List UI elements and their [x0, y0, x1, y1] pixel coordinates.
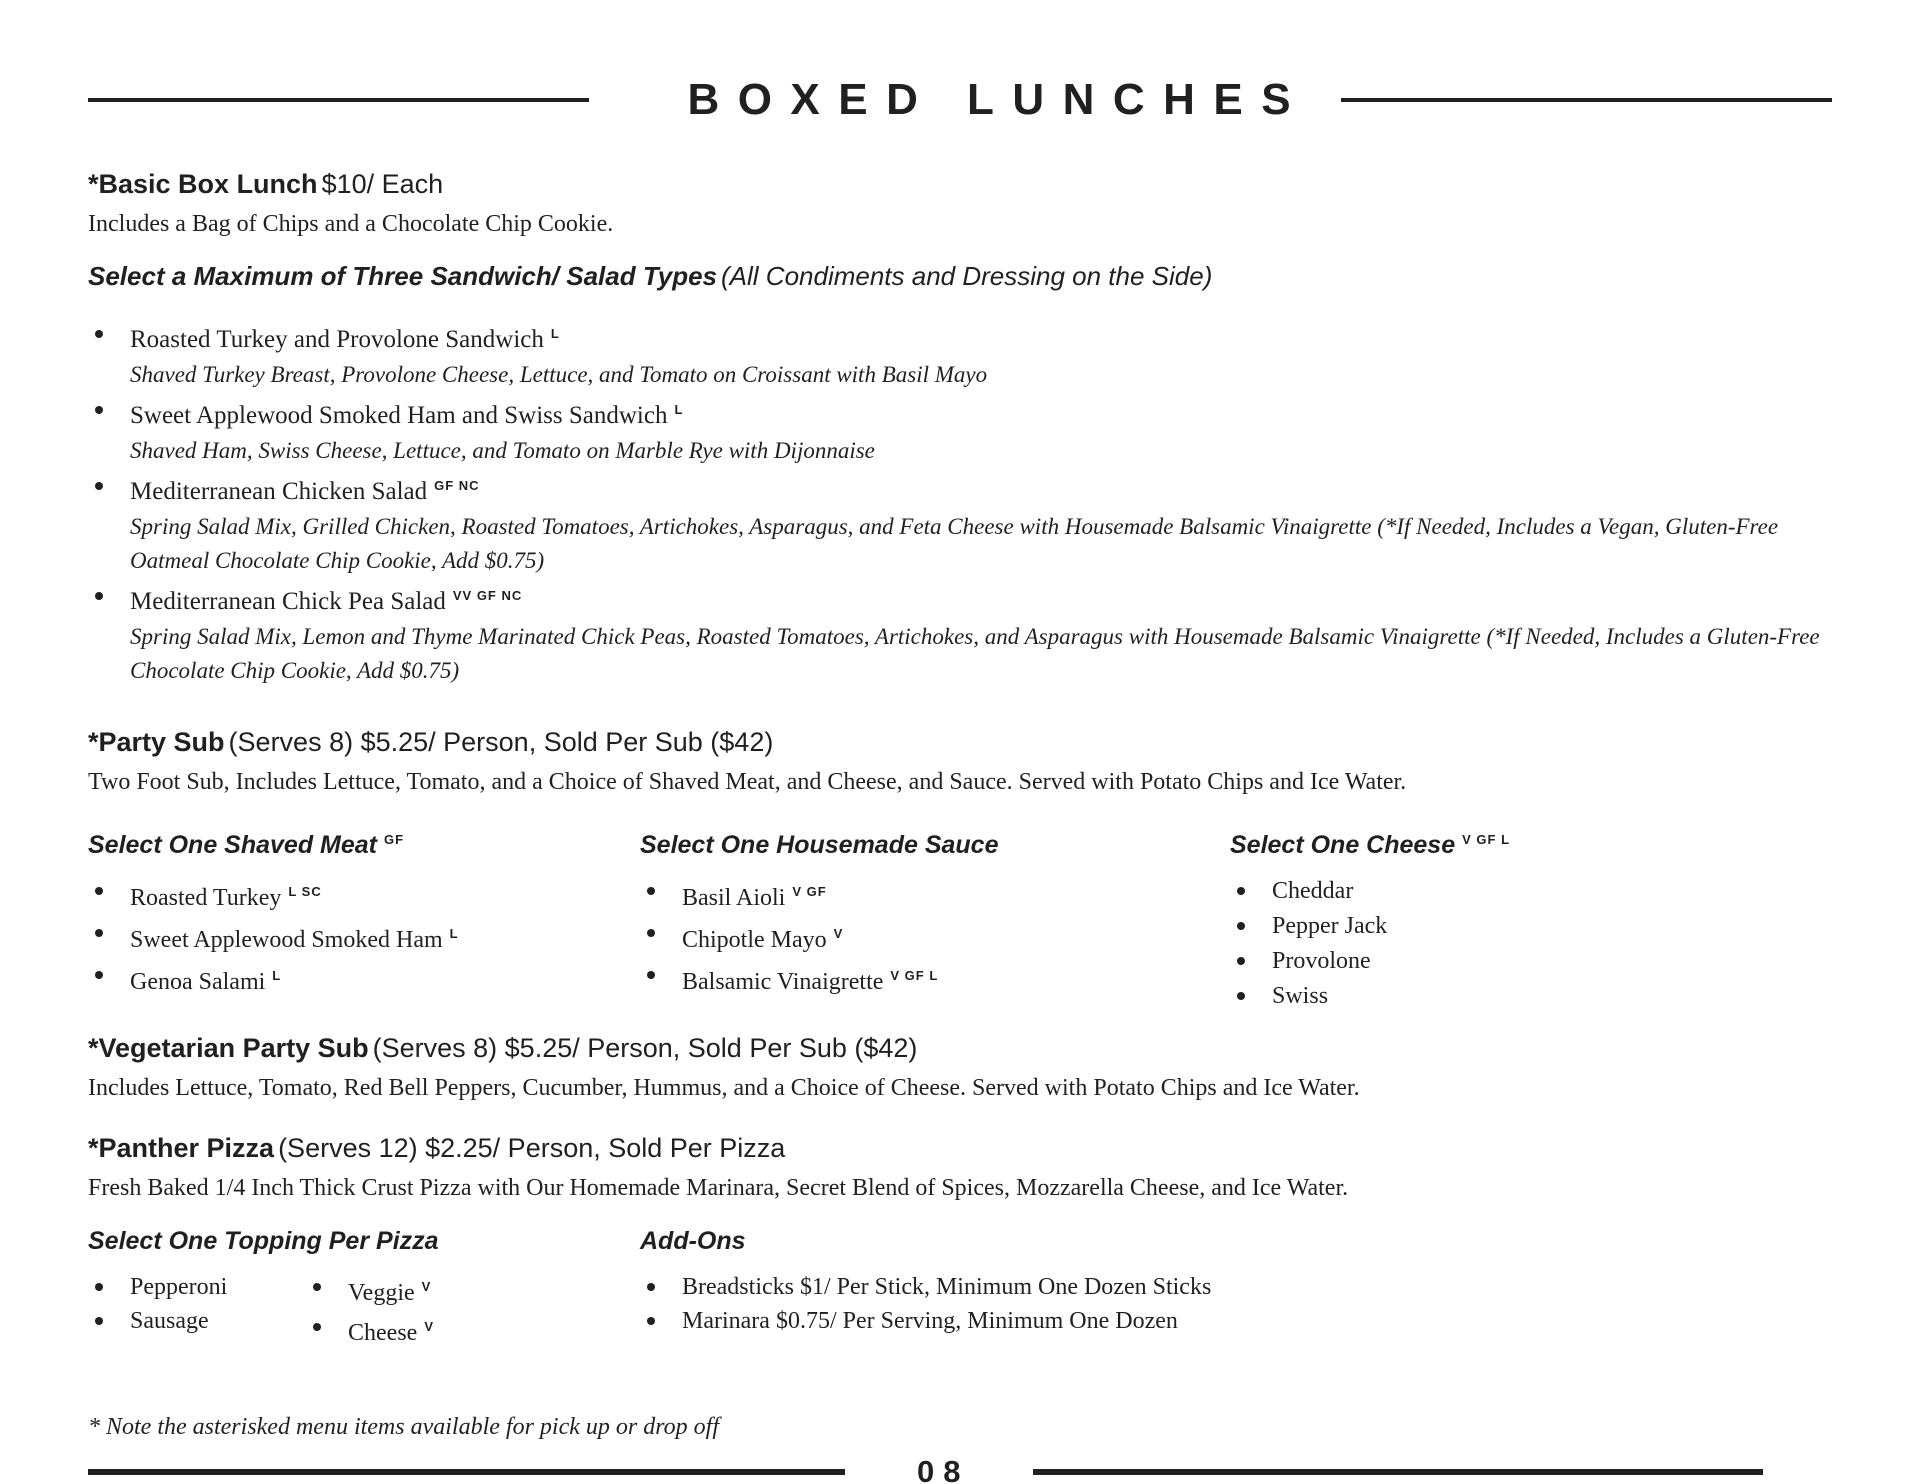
bullet-icon	[647, 887, 655, 895]
item-body	[130, 468, 1832, 578]
column-header-text: Select One Shaved Meat	[88, 831, 378, 859]
page-header	[88, 0, 1832, 126]
item-description: Shaved Turkey Breast, Provolone Cheese, Lettuce, and Tomato on Croissant with Basil Mayo	[130, 362, 988, 387]
item-name-text: Veggie	[348, 1280, 415, 1306]
item-body	[130, 392, 875, 468]
list-item	[640, 958, 1230, 1000]
item-dietary-tags: GF NC	[434, 478, 480, 493]
bullet-icon	[313, 1323, 321, 1331]
column-item-list	[640, 1270, 1740, 1338]
veg-party-sub-name: *Vegetarian Party Sub	[88, 1033, 369, 1063]
item-name	[1272, 979, 1328, 1014]
basic-box-price: $10/ Each	[321, 169, 444, 199]
asterisk-footnote: * Note the asterisked menu items available for pick up or drop off	[88, 1414, 720, 1440]
select-note: (All Condiments and Dressing on the Side)	[721, 261, 1213, 291]
item-name-text: Roasted Turkey and Provolone Sandwich	[130, 326, 544, 353]
item-name-text: Pepper Jack	[1272, 913, 1388, 939]
item-name	[130, 958, 281, 1000]
section-vegetarian-party-sub	[88, 1030, 1832, 1105]
list-item	[306, 1310, 606, 1350]
bullet-icon	[313, 1283, 321, 1291]
item-dietary-tags: V	[424, 1319, 434, 1334]
list-item	[640, 874, 1230, 916]
bullet-icon	[647, 1317, 655, 1325]
item-name-text: Cheddar	[1272, 878, 1354, 904]
header-rule-right	[1341, 98, 1832, 102]
column-housemade-sauce	[640, 823, 1230, 1014]
basic-box-heading	[88, 166, 1832, 207]
column-header-text: Select One Housemade Sauce	[640, 831, 999, 859]
basic-box-name: *Basic Box Lunch	[88, 169, 318, 199]
item-name	[348, 1270, 431, 1310]
column-header: Select One Topping Per Pizza	[88, 1227, 439, 1255]
list-item	[640, 916, 1230, 958]
item-name	[130, 874, 322, 916]
item-name	[1272, 909, 1387, 944]
item-body	[130, 578, 1832, 688]
item-name-text: Provolone	[1272, 948, 1371, 974]
bullet-icon	[95, 887, 103, 895]
column-header-text: Select One Cheese	[1230, 831, 1456, 859]
list-item	[88, 874, 640, 916]
bullet-icon	[647, 1283, 655, 1291]
party-sub-heading	[88, 724, 1832, 765]
party-sub-option-columns	[88, 823, 1832, 1014]
column-item-list	[1230, 874, 1832, 1014]
item-name-text: Sweet Applewood Smoked Ham	[130, 927, 443, 953]
item-name-text: Roasted Turkey	[130, 885, 282, 911]
list-item	[640, 1304, 1740, 1338]
item-description: Spring Salad Mix, Grilled Chicken, Roasted Tomatoes, Artichokes, Asparagus, and Feta Cheese with Housemade Balsamic Vinaigrette (*If Needed, Includes a Vegan, Gluten-Free Oatmeal Chocolate Chip Cookie, Add $0.75)	[130, 514, 1779, 573]
item-dietary-tags: VV GF NC	[452, 588, 523, 603]
item-name	[130, 1270, 227, 1304]
basic-box-description: Includes a Bag of Chips and a Chocolate Chip Cookie.	[88, 211, 614, 237]
column-header: Add-Ons	[640, 1227, 746, 1255]
column-shaved-meat	[88, 823, 640, 1014]
item-description: Spring Salad Mix, Lemon and Thyme Marinated Chick Peas, Roasted Tomatoes, Artichokes, and Asparagus with Housemade Balsamic Vinaigrette (*If Needed, Includes a Gluten-Free Chocolate Chip Cookie, Add $0.75)	[130, 624, 1820, 683]
list-item	[640, 1270, 1740, 1304]
bullet-icon	[95, 592, 103, 600]
party-sub-details: (Serves 8) $5.25/ Person, Sold Per Sub ($42)	[228, 727, 774, 757]
footer-rule-left	[88, 1469, 845, 1475]
item-name-text: Mediterranean Chicken Salad	[130, 478, 428, 505]
bullet-icon	[95, 1283, 103, 1291]
item-name-text: Chipotle Mayo	[682, 927, 827, 953]
item-name-text: Sausage	[130, 1308, 209, 1334]
item-name	[130, 316, 987, 358]
item-name	[130, 578, 1832, 620]
party-sub-name: *Party Sub	[88, 727, 225, 757]
bullet-icon	[95, 330, 103, 338]
item-name	[1272, 944, 1371, 979]
list-item	[88, 578, 1832, 688]
panther-pizza-heading	[88, 1130, 1832, 1171]
bullet-icon	[1237, 922, 1245, 930]
veg-party-sub-description: Includes Lettuce, Tomato, Red Bell Peppers, Cucumber, Hummus, and a Choice of Cheese. Served with Potato Chips and Ice Water.	[88, 1075, 1360, 1101]
list-item	[306, 1270, 606, 1310]
item-dietary-tags: L SC	[288, 884, 322, 899]
column-toppings	[88, 1224, 640, 1350]
item-name	[1272, 874, 1353, 909]
column-dietary-tags: GF	[384, 832, 405, 847]
bullet-icon	[95, 1317, 103, 1325]
item-dietary-tags: L	[272, 968, 282, 983]
veg-party-sub-details: (Serves 8) $5.25/ Person, Sold Per Sub ($42)	[372, 1033, 918, 1063]
item-body	[130, 316, 987, 392]
footer-rule-right	[1033, 1469, 1763, 1475]
list-item	[88, 1304, 306, 1338]
item-name-text: Basil Aioli	[682, 885, 786, 911]
column-header	[1230, 823, 1832, 862]
item-dietary-tags: V GF	[792, 884, 827, 899]
section-basic-box-lunch	[88, 166, 1832, 688]
select-label: Select a Maximum of Three Sandwich/ Salad Types	[88, 261, 718, 291]
list-item	[88, 392, 1832, 468]
item-name	[130, 916, 459, 958]
item-name	[682, 1270, 1211, 1304]
bullet-icon	[1237, 957, 1245, 965]
bullet-icon	[1237, 992, 1245, 1000]
list-item	[88, 958, 640, 1000]
list-item	[88, 468, 1832, 578]
item-dietary-tags: L	[550, 326, 560, 341]
column-add-ons	[640, 1224, 1740, 1350]
bullet-icon	[95, 406, 103, 414]
list-item	[1230, 979, 1832, 1014]
section-panther-pizza	[88, 1130, 1832, 1350]
item-name	[130, 468, 1832, 510]
item-name-text: Pepperoni	[130, 1274, 228, 1300]
item-name-text: Breadsticks $1/ Per Stick, Minimum One Dozen Sticks	[682, 1274, 1212, 1300]
bullet-icon	[95, 929, 103, 937]
item-name-text: Cheese	[348, 1320, 418, 1346]
veg-party-sub-heading	[88, 1030, 1832, 1071]
bullet-icon	[647, 971, 655, 979]
item-dietary-tags: V	[833, 926, 844, 941]
basic-box-select-line	[88, 258, 1832, 299]
item-name-text: Genoa Salami	[130, 969, 266, 995]
item-dietary-tags: V	[421, 1279, 432, 1294]
item-name-text: Swiss	[1272, 983, 1329, 1009]
item-name	[682, 1304, 1178, 1338]
item-name	[130, 1304, 209, 1338]
item-dietary-tags: L	[449, 926, 459, 941]
item-dietary-tags: V GF L	[890, 968, 939, 983]
column-dietary-tags: V GF L	[1462, 832, 1511, 847]
item-name-text: Marinara $0.75/ Per Serving, Minimum One Dozen	[682, 1308, 1178, 1334]
column-item-list	[640, 874, 1230, 1000]
panther-pizza-description: Fresh Baked 1/4 Inch Thick Crust Pizza with Our Homemade Marinara, Secret Blend of Spices, Mozzarella Cheese, and Ice Water.	[88, 1175, 1349, 1201]
item-name-text: Mediterranean Chick Pea Salad	[130, 588, 446, 615]
bullet-icon	[1237, 887, 1245, 895]
pizza-option-columns	[88, 1224, 1832, 1350]
item-name-text: Balsamic Vinaigrette	[682, 969, 884, 995]
list-item	[1230, 944, 1832, 979]
page-number: 08	[917, 1454, 970, 1484]
panther-pizza-name: *Panther Pizza	[88, 1133, 275, 1163]
list-item	[1230, 909, 1832, 944]
page-title: BOXED LUNCHES	[687, 75, 1310, 124]
item-name-text: Sweet Applewood Smoked Ham and Swiss Sandwich	[130, 402, 668, 429]
item-name	[682, 874, 827, 916]
panther-pizza-details: (Serves 12) $2.25/ Person, Sold Per Pizza	[278, 1133, 786, 1163]
section-party-sub	[88, 724, 1832, 1014]
list-item	[88, 316, 1832, 392]
bullet-icon	[95, 971, 103, 979]
item-name	[130, 392, 875, 434]
party-sub-description: Two Foot Sub, Includes Lettuce, Tomato, and a Choice of Shaved Meat, and Cheese, and Sauce. Served with Potato Chips and Ice Water.	[88, 769, 1407, 795]
page-footer	[88, 1450, 1832, 1484]
column-header	[640, 823, 1230, 862]
list-item	[1230, 874, 1832, 909]
item-dietary-tags: L	[674, 402, 684, 417]
bullet-icon	[647, 929, 655, 937]
column-header	[88, 823, 640, 862]
header-rule-left	[88, 98, 589, 102]
item-name	[348, 1310, 434, 1350]
basic-box-item-list	[88, 316, 1832, 688]
column-item-list	[88, 874, 640, 1000]
list-item	[88, 916, 640, 958]
column-cheese	[1230, 823, 1832, 1014]
item-name	[682, 958, 938, 1000]
item-name	[682, 916, 843, 958]
list-item	[88, 1270, 306, 1304]
bullet-icon	[95, 482, 103, 490]
item-description: Shaved Ham, Swiss Cheese, Lettuce, and Tomato on Marble Rye with Dijonnaise	[130, 438, 875, 463]
